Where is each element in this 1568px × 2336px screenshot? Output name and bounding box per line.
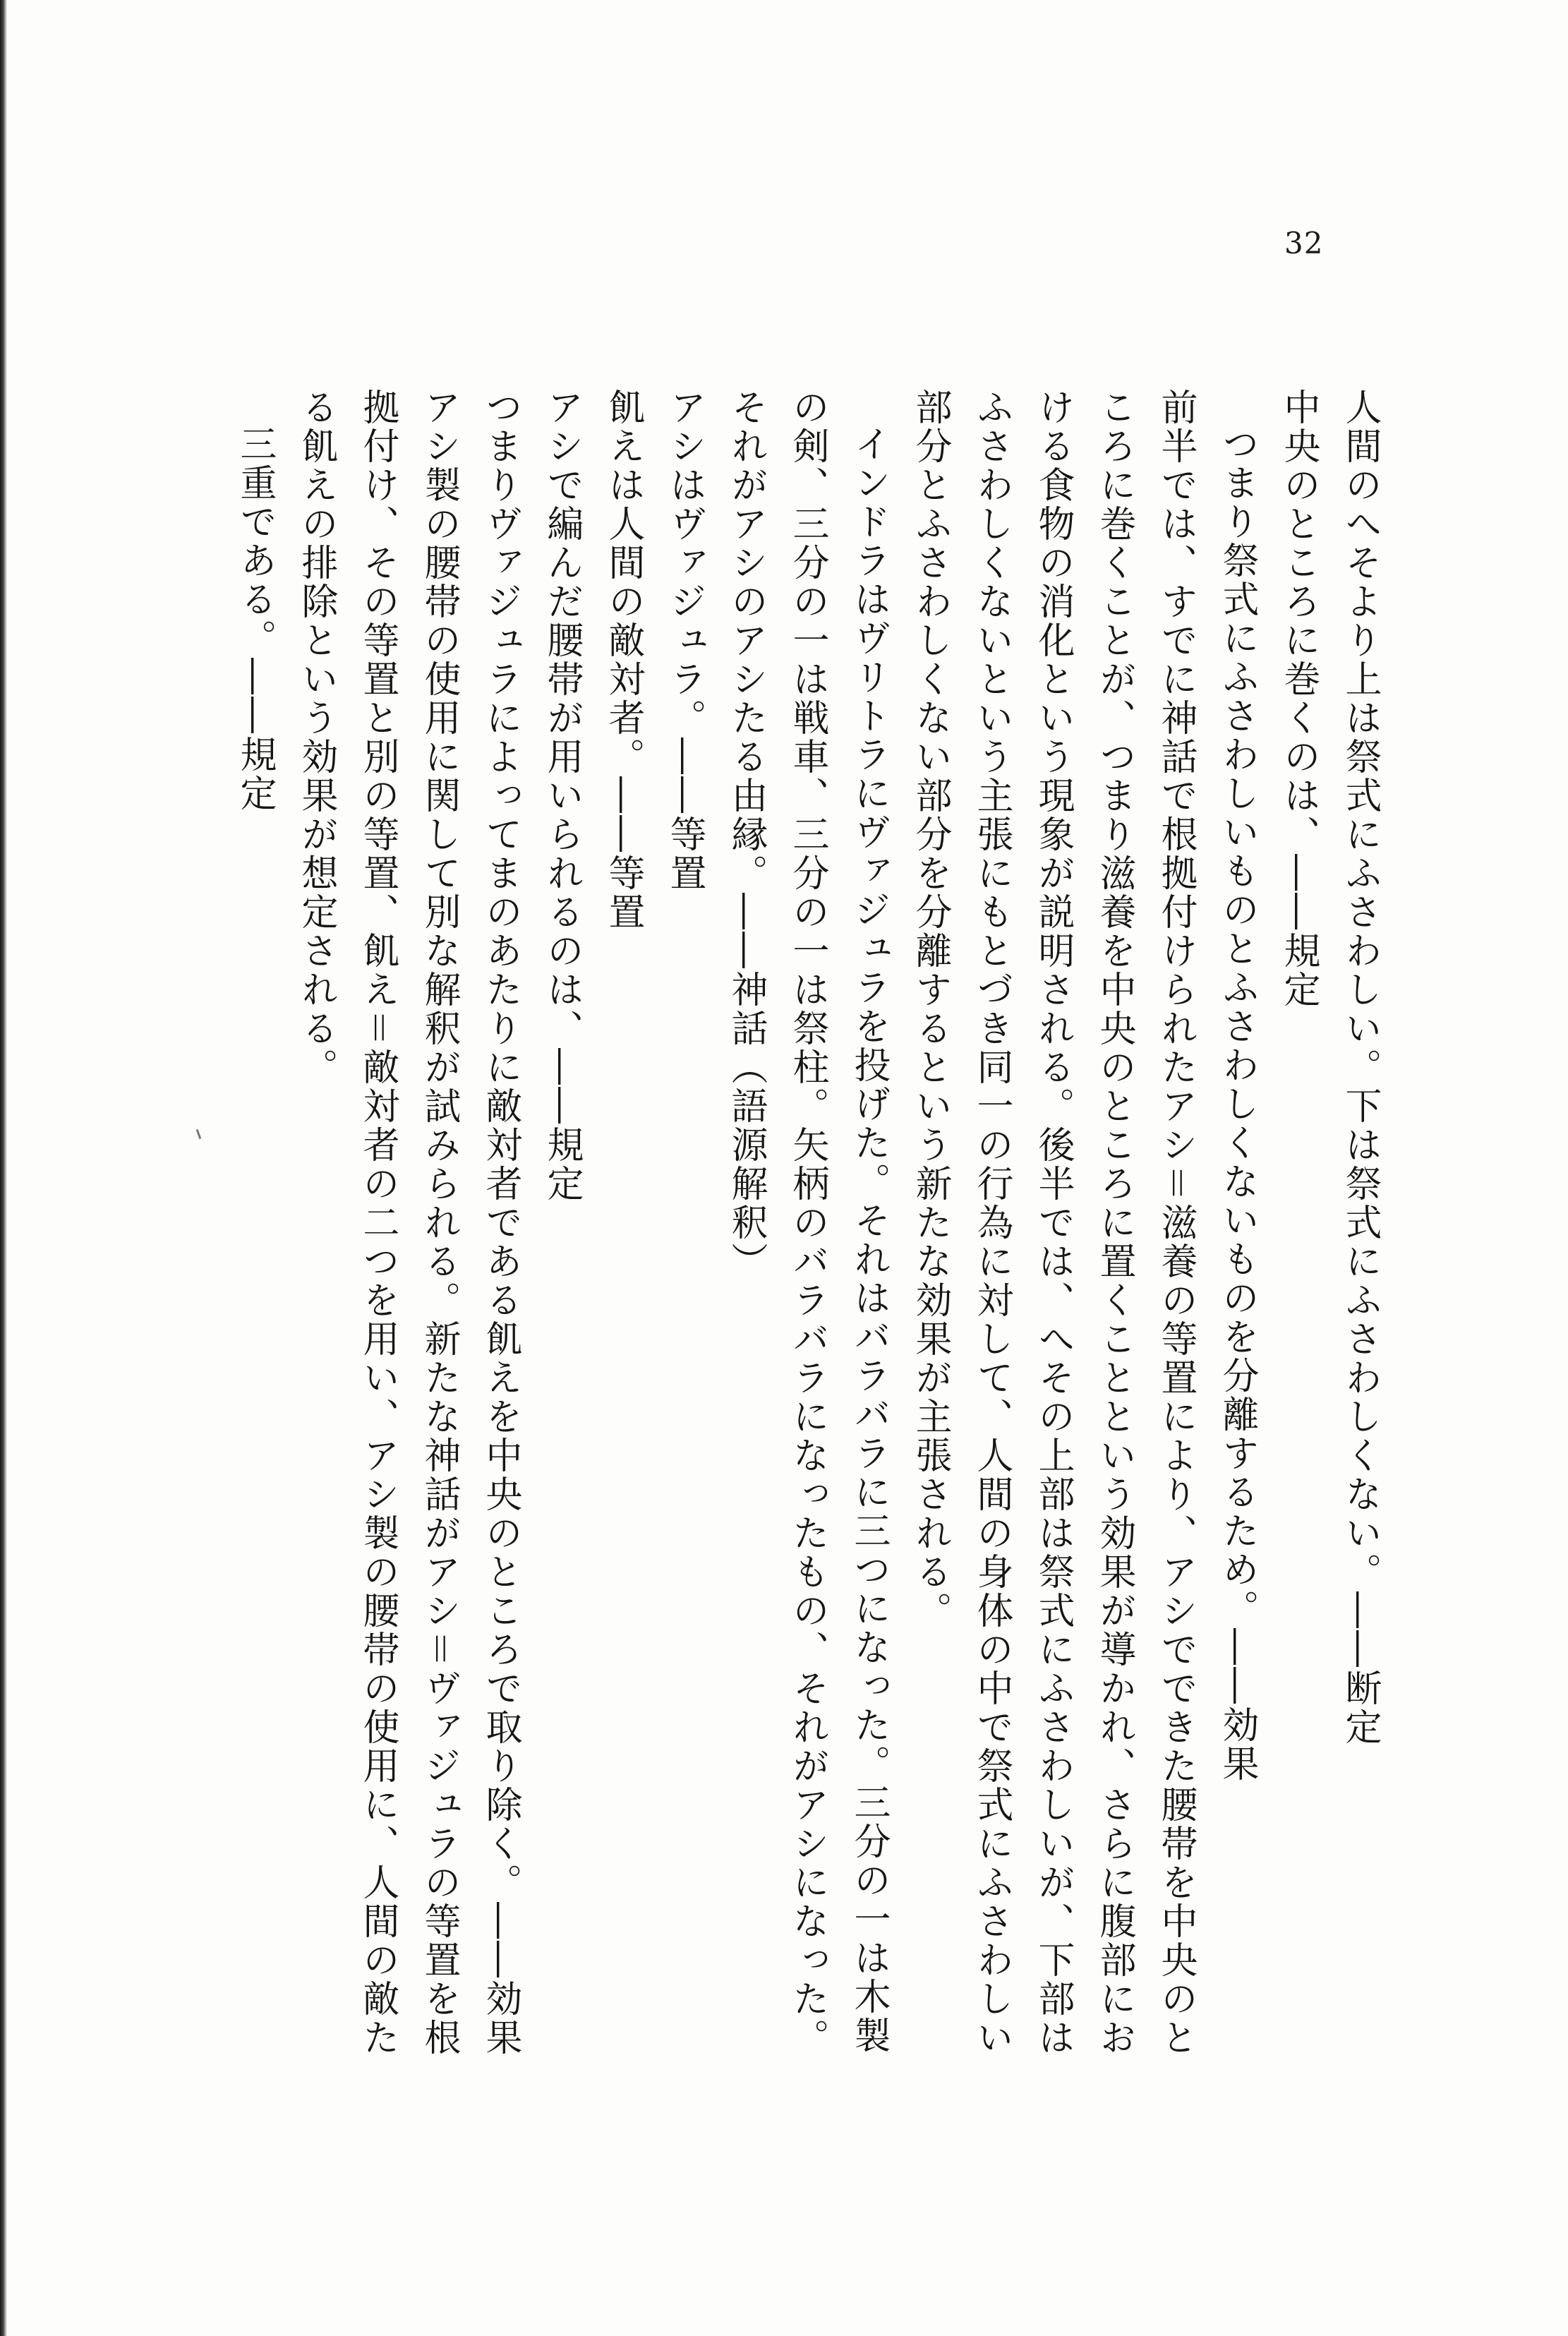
paragraph: アシはヴァジュラ。――等置 bbox=[663, 388, 706, 893]
binding-shadow bbox=[0, 0, 7, 2336]
paragraph: 三重である。――規定 bbox=[234, 425, 276, 813]
paragraph: 人間のへそより上は祭式にふさわしい。下は祭式にふさわしくない。――断定 bbox=[1339, 388, 1381, 1747]
paragraph: つまりヴァジュラによってまのあたりに敵対者である飢えを中央のところで取り除く。――効果 bbox=[479, 388, 521, 2057]
paragraph: 飢えは人間の敵対者。――等置 bbox=[602, 388, 644, 932]
paragraph: アシで編んだ腰帯が用いられるのは、――規定 bbox=[541, 388, 583, 1203]
paragraph: 中央のところに巻くのは、――規定 bbox=[1277, 388, 1320, 1009]
vertical-text-body bbox=[176, 388, 1390, 2082]
paragraph: 前半では、すでに神話で根拠付けられたアシ＝滋養の等置により、アシでできた腰帯を中央のところに巻くことが、つまり滋養を中央のところに置くことという効果が導かれ、さらに腹部における食物の消化という現象が説明される。後半では、へその上部は祭式にふさわしいが、下部はふさわしくないという主張にもとづき同一の行為に対して、人間の身体の中で祭式にふさわしい部分とふさわしくない部分を分離するという新たな効果が主張される。 bbox=[909, 388, 1197, 2057]
paragraph: インドラはヴリトラにヴァジュラを投げた。それはバラバラに三つになった。三分の一は木製の剣、三分の一は戦車、三分の一は祭柱。矢柄のバラバラになったもの、それがアシになった。それがアシのアシたる由縁。――神話（語源解釈） bbox=[725, 388, 890, 2057]
page-number: 32 bbox=[1284, 226, 1324, 260]
paragraph: アシ製の腰帯の使用に関して別な解釈が試みられる。新たな神話がアシ＝ヴァジュラの等置を根拠付け、その等置と別の等置、飢え＝敵対者の二つを用い、アシ製の腰帯の使用に、人間の敵たる飢えの排除という効果が想定される。 bbox=[295, 388, 460, 2057]
paragraph: つまり祭式にふさわしいものとふさわしくないものを分離するため。――効果 bbox=[1216, 425, 1258, 1783]
